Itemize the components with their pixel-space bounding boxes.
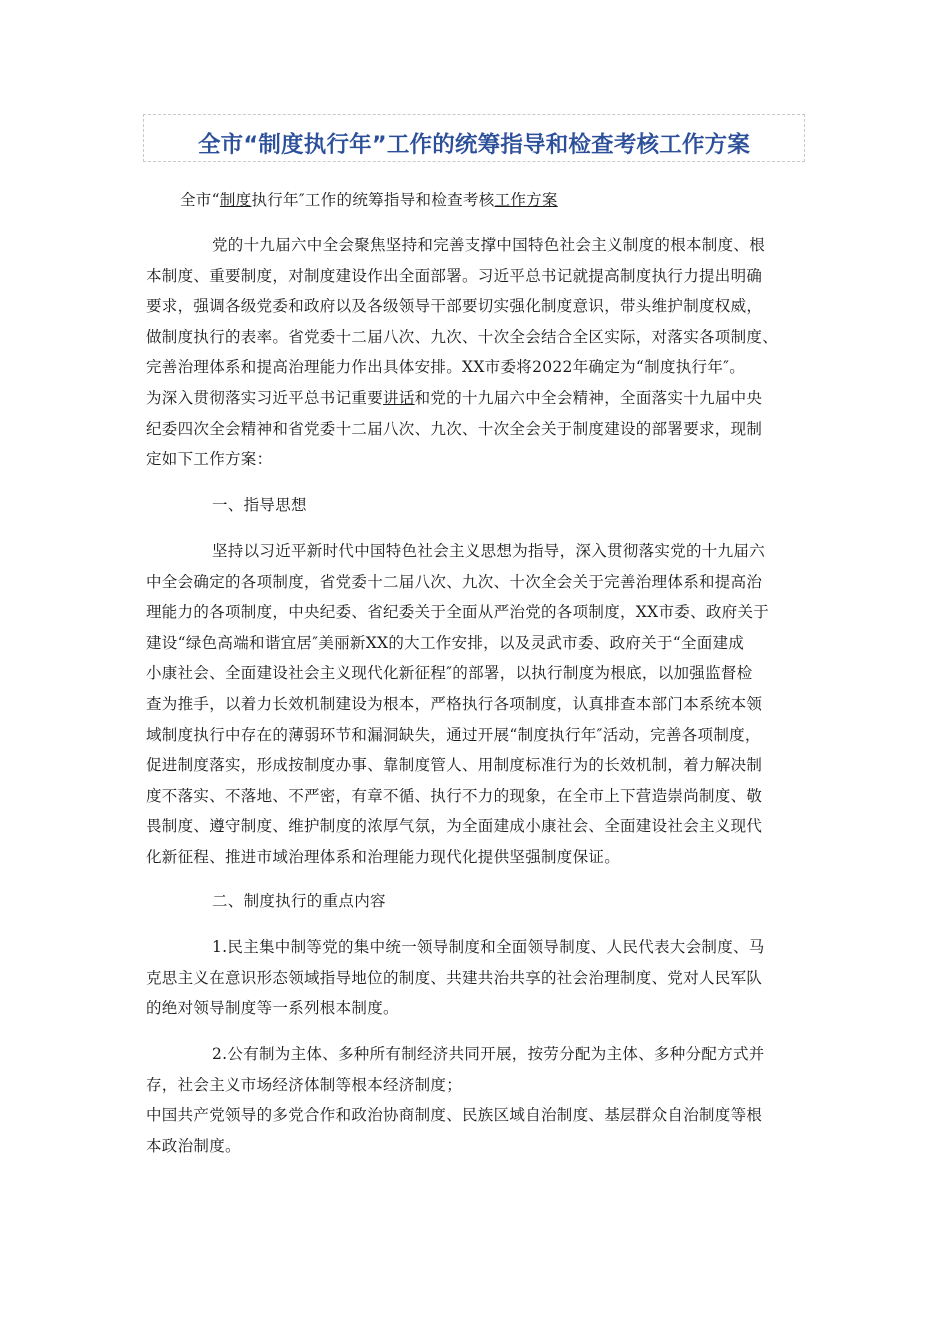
paragraph-line: 1.民主集中制等党的集中统一领导制度和全面领导制度、人民代表大会制度、马 [212, 938, 765, 956]
paragraph-line: 建设“绿色高端和谐宜居″美丽新XX的大工作安排，以及灵武市委、政府关于“全面建成 [146, 633, 745, 652]
subtitle-underlined-text: 工作方案 [494, 191, 558, 209]
paragraph-line: 畏制度、遵守制度、维护制度的浓厚气氛，为全面建成小康社会、全面建设社会主义现代 [146, 817, 763, 836]
document-title: 全市“制度执行年”工作的统筹指导和检查考核工作方案 [197, 132, 751, 158]
text-run: 和党的十九届六中全会精神，全面落实十九届中央 [414, 388, 763, 407]
paragraph-line: 理能力的各项制度，中央纪委、省纪委关于全面从严治党的各项制度，XX市委、政府关于 [146, 603, 770, 622]
paragraph-line: 做制度执行的表率。省党委十二届八次、九次、十次全会结合全区实际，对落实各项制度、 [146, 327, 779, 346]
paragraph-line: 党的十九届六中全会聚焦坚持和完善支撑中国特色社会主义制度的根本制度、根 [212, 236, 766, 254]
paragraph-line: 促进制度落实，形成按制度办事、靠制度管人、用制度标准行为的长效机制，着力解决制 [146, 756, 763, 775]
section-1-paragraph [146, 536, 806, 873]
intro-paragraph [146, 230, 806, 475]
paragraph-line: 小康社会、全面建设社会主义现代化新征程″的部署，以执行制度为根底，以加强监督检 [146, 664, 753, 683]
paragraph-line: 查为推手，以着力长效机制建设为根本，严格执行各项制度，认真排查本部门本系统本领 [146, 694, 763, 713]
paragraph-line: 定如下工作方案： [146, 450, 273, 469]
paragraph-line: 中全会确定的各项制度，省党委十二届八次、九次、十次全会关于完善治理体系和提高治 [146, 572, 763, 591]
paragraph-line: 度不落实、不落地、不严密，有章不循、执行不力的现象，在全市上下营造崇尚制度、敬 [146, 786, 763, 805]
paragraph-line: 的绝对领导制度等一系列根本制度。 [146, 999, 399, 1018]
text-run: 为深入贯彻落实习近平总书记重要 [146, 388, 384, 407]
paragraph-line: 本制度、重要制度，对制度建设作出全面部署。习近平总书记就提高制度执行力提出明确 [146, 266, 763, 285]
paragraph-line [146, 383, 806, 414]
section-2-heading: 二、制度执行的重点内容 [212, 892, 386, 910]
paragraph-line: 完善治理体系和提高治理能力作出具体安排。XX市委将2022年确定为“制度执行年″。 [146, 358, 746, 377]
paragraph-line: 存，社会主义市场经济体制等根本经济制度； [146, 1075, 463, 1094]
section-heading [146, 490, 806, 521]
paragraph-line: 坚持以习近平新时代中国特色社会主义思想为指导，深入贯彻落实党的十九届六 [212, 542, 766, 560]
paragraph-line: 域制度执行中存在的薄弱环节和漏洞缺失，通过开展“制度执行年″活动，完善各项制度， [146, 725, 761, 744]
section-1-heading: 一、指导思想 [212, 496, 307, 514]
item-1-paragraph [146, 932, 806, 1024]
subtitle-text: 全市“ [180, 191, 220, 209]
paragraph-line: 化新征程、推进市域治理体系和治理能力现代化提供坚强制度保证。 [146, 847, 621, 866]
subtitle-underlined-text: 制度 [219, 191, 252, 209]
subtitle-text: 执行年″工作的统筹指导和检查考核 [251, 191, 495, 209]
subtitle-line [146, 185, 806, 216]
section-heading [146, 886, 806, 917]
paragraph-line: 要求，强调各级党委和政府以及各级领导干部要切实强化制度意识，带头维护制度权威， [146, 297, 763, 316]
item-2-paragraph [146, 1039, 806, 1161]
paragraph-line: 2.公有制为主体、多种所有制经济共同开展，按劳分配为主体、多种分配方式并 [212, 1045, 765, 1063]
paragraph-line: 中国共产党领导的多党合作和政治协商制度、民族区域自治制度、基层群众自治制度等根 [146, 1106, 763, 1125]
underlined-text: 讲话 [383, 388, 415, 407]
paragraph-line: 本政治制度。 [146, 1136, 241, 1155]
paragraph-line: 纪委四次全会精神和省党委十二届八次、九次、十次全会关于制度建设的部署要求，现制 [146, 419, 763, 438]
paragraph-line: 克思主义在意识形态领域指导地位的制度、共建共治共享的社会治理制度、党对人民军队 [146, 968, 763, 987]
